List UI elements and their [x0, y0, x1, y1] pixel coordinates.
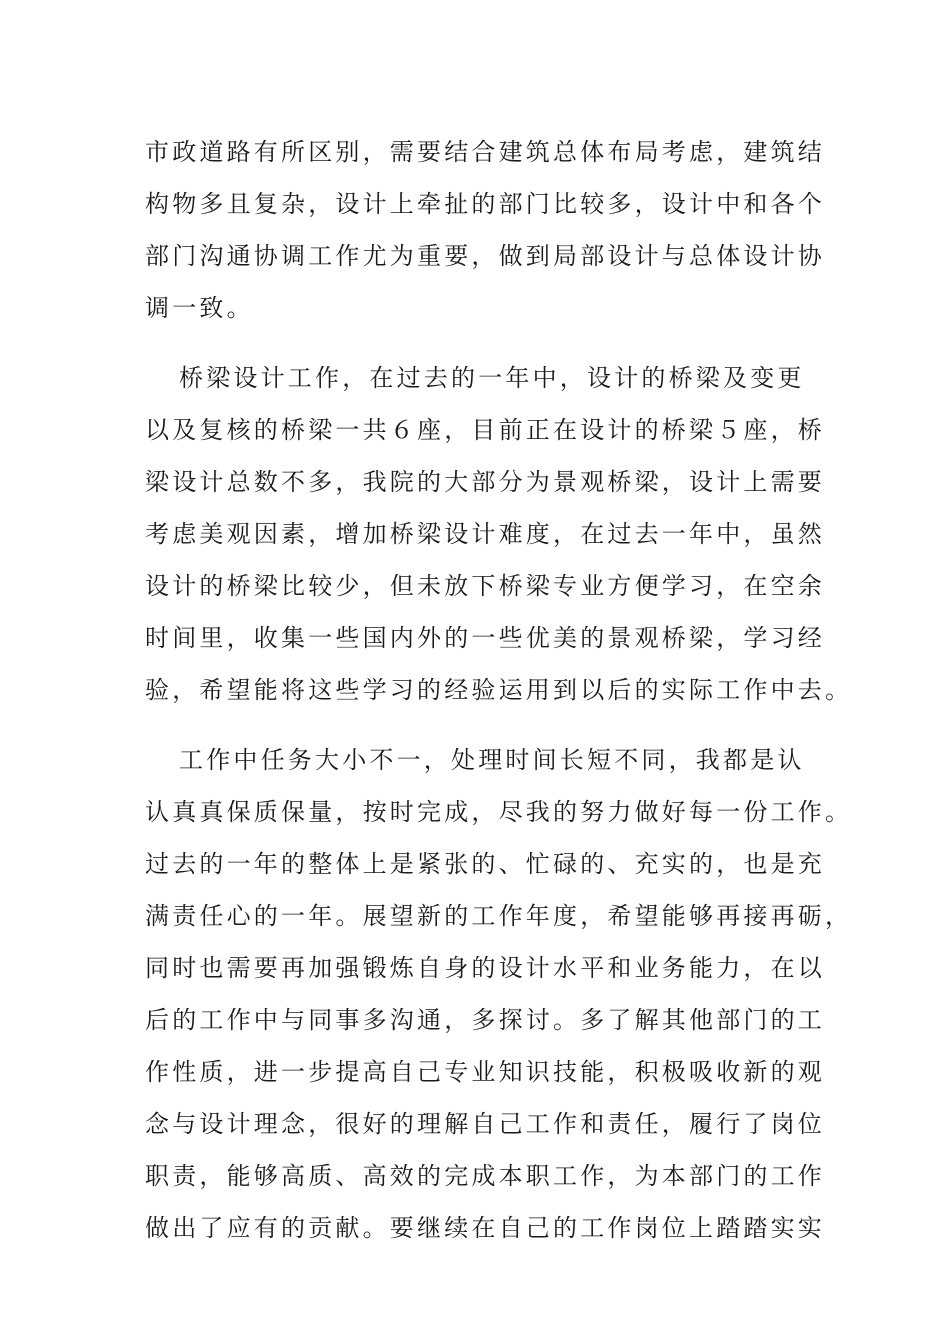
text-line: 市政道路有所区别，需要结合建筑总体布局考虑，建筑结	[145, 138, 825, 166]
text-line: 念与设计理念，很好的理解自己工作和责任，履行了岗位	[145, 1110, 825, 1138]
text-line: 作性质，进一步提高自己专业知识技能，积极吸收新的观	[145, 1058, 825, 1086]
paragraph-gap	[145, 716, 805, 734]
text-line: 同时也需要再加强锻炼自身的设计水平和业务能力，在以	[145, 954, 825, 982]
text-line: 构物多且复杂，设计上牵扯的部门比较多，设计中和各个	[145, 190, 825, 218]
document-body	[145, 126, 853, 1254]
paragraph-3	[145, 734, 853, 1254]
text-line: 梁设计总数不多，我院的大部分为景观桥梁，设计上需要	[145, 468, 825, 496]
paragraph-gap	[145, 334, 805, 352]
paragraph-2	[145, 352, 853, 716]
text-line: 桥梁设计工作，在过去的一年中，设计的桥梁及变更	[179, 364, 805, 392]
text-line: 以及复核的桥梁一共６座，目前正在设计的桥梁５座，桥	[145, 416, 825, 444]
text-line: 部门沟通协调工作尤为重要，做到局部设计与总体设计协	[145, 242, 825, 270]
text-line: 调一致。	[145, 294, 254, 322]
text-line: 设计的桥梁比较少，但未放下桥梁专业方便学习，在空余	[145, 572, 825, 600]
text-line: 认真真保质保量，按时完成，尽我的努力做好每一份工作。	[145, 798, 853, 826]
text-line: 验，希望能将这些学习的经验运用到以后的实际工作中去。	[145, 676, 853, 704]
text-line: 工作中任务大小不一，处理时间长短不同，我都是认	[179, 746, 805, 774]
paragraph-1	[145, 126, 825, 334]
text-line: 满责任心的一年。展望新的工作年度，希望能够再接再砺，	[145, 902, 853, 930]
text-line: 过去的一年的整体上是紧张的、忙碌的、充实的，也是充	[145, 850, 825, 878]
text-line: 后的工作中与同事多沟通，多探讨。多了解其他部门的工	[145, 1006, 825, 1034]
text-line: 考虑美观因素，增加桥梁设计难度，在过去一年中，虽然	[145, 520, 825, 548]
text-line: 做出了应有的贡献。要继续在自己的工作岗位上踏踏实实	[145, 1214, 825, 1242]
text-line: 职责，能够高质、高效的完成本职工作，为本部门的工作	[145, 1162, 825, 1190]
text-line: 时间里，收集一些国内外的一些优美的景观桥梁，学习经	[145, 624, 825, 652]
